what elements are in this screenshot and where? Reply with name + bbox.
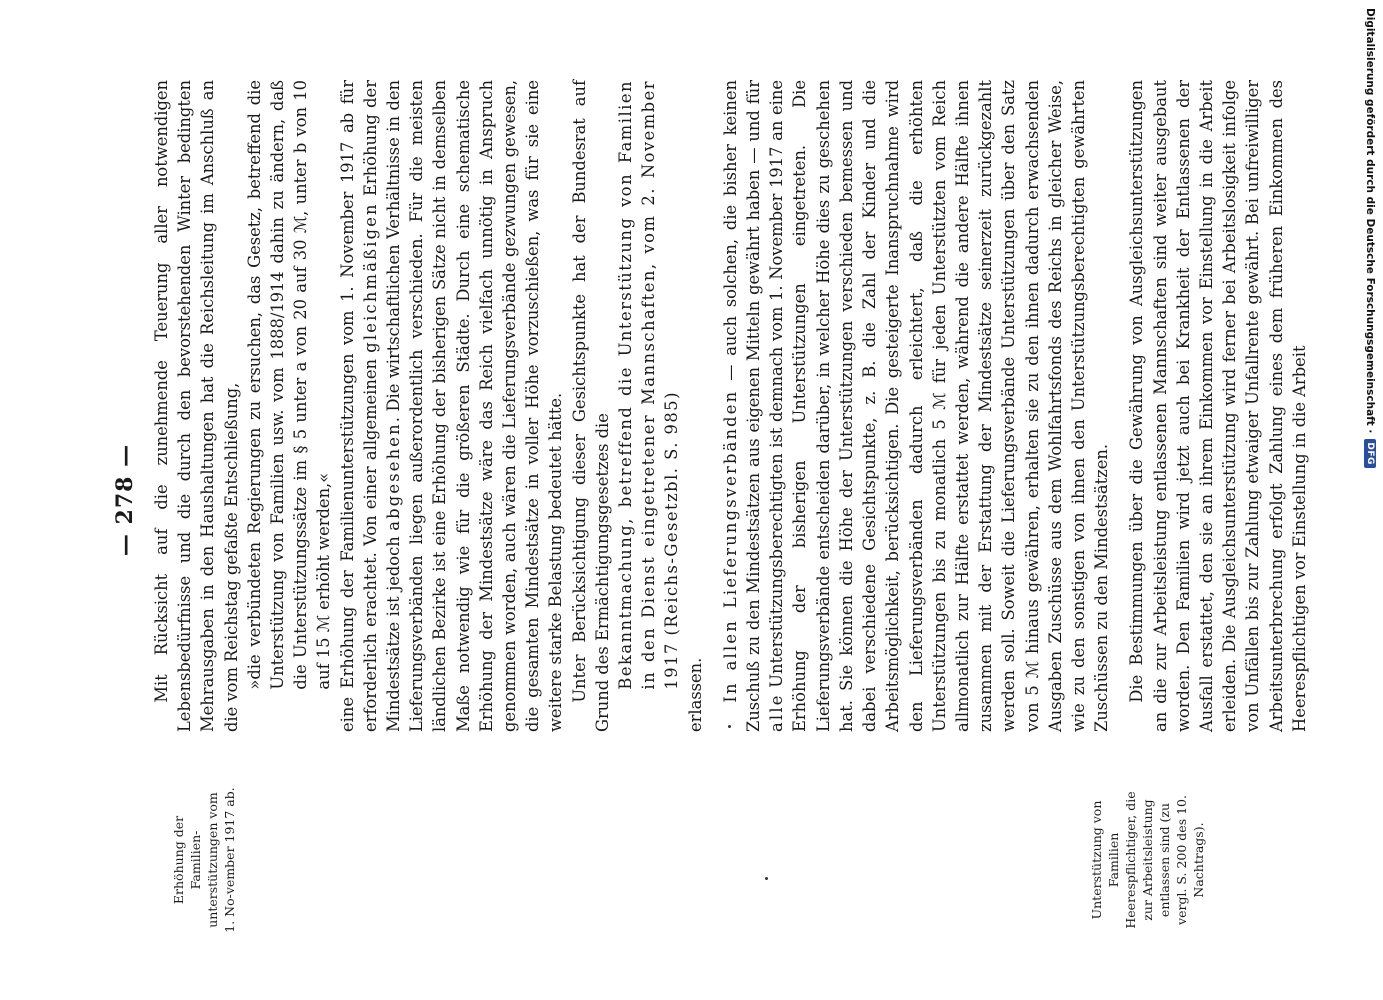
paragraph-increase	[336, 80, 568, 732]
spaced-text: alle	[767, 693, 787, 732]
paragraph-notice: Bekanntmachung, betreffend die Unterstützung von Familien in den Dienst eingetretener Mannschaften, vom 2. November 1917 (Reichs-Gesetzbl. S. 985)	[616, 80, 682, 690]
text-run: Unterstützungsberechtigten ist demnach vom 1. November 1917 an eine Erhöhung der bisherigen Unterstützungen eingetreten. Die Lieferungsverbände entscheiden darüber, in welcher Höhe dies zu geschehen hat. Sie können die Höhe der Unterstützungen verschieden bemessen und dabei verschiedene Gesichtspunkte, z. B. die Zahl der Kinder und die Arbeitsmöglichkeit, berücksichtigen. Die gesteigerte Inanspruchnahme wird den Lieferungsverbänden dadurch erleichtert, daß die erhöhten Unterstützungen bis zu monatlich 5 ℳ für jeden Unterstützten vom Reich allmonatlich zur Hälfte erstattet werden, während die andere Hälfte ihnen zusammen mit der Erstattung der Mindestsätze seinerzeit zurückgezahlt werden soll. Soweit die Lieferungsverbände Unterstützungen über den Satz von 5 ℳ hinaus gewähren, erhalten sie zu den ihnen dadurch erwachsenden Ausgaben Zuschüsse aus dem Wohlfahrtsfonds des Reichs in gleicher Weise, wie zu den sonstigen von ihnen den Unterstützungsberechtigten gewährten Zuschüssen zu den Mindestsätzen.	[767, 80, 1112, 732]
margin-note-support: Unterstützung von Familien Heerespflichtiger, die zur Arbeitsleistung entlassen sind (zu vergl. S. 200 des 10. Nachtrags).	[1089, 791, 1206, 929]
dfg-logo: DFG	[1364, 439, 1376, 468]
text-run: eine Erhöhung der Familienunterstützungen vom 1. November 1917 ab für erforderlich erachtet. Von einer allgemeinen	[337, 80, 380, 732]
scan-speck	[765, 877, 768, 880]
text-run: . Die wirtschaftlichen Verhältnisse in den Lieferungsverbänden liegen außerordentlich verschieden. Für die meisten ländlichen Bezirke ist eine Erhöhung der bisherigen Sätze nicht in demselben Maße notwendig wie für die größeren Städte. Durch eine schematische Erhöhung der Mindestsätze wäre das Reich vielfach unnötig in Anspruch genommen worden, auch wären die Lieferungsverbände gezwungen gewesen, die gesamten Mindestsätze in voller Höhe vorzuschießen, was für sie eine weitere starke Belastung bedeutet hätte.	[384, 80, 566, 732]
text-run: Erhöhung der Mindestsätze ist jedoch	[360, 80, 404, 732]
margin-note-increase: Erhöhung der Familien-unterstützungen vom 1. No-vember 1917 ab.	[171, 787, 237, 933]
page-number: — 278 —	[112, 443, 138, 557]
paragraph-intro: Mit Rücksicht auf die zunehmende Teuerung aller notwendigen Lebensbedürfnisse und die durch den bevorstehenden Winter bedingten Mehrausgaben in den Haushaltungen hat die Reichsleitung im Anschluß an die vom Reichstag gefaßte Entschließung,	[152, 80, 241, 732]
paragraph-erlassen: erlassen.	[685, 657, 705, 732]
paragraph-bundesrat: Unter Berücksichtigung dieser Gesichtspunkte hat der Bundesrat auf Grund des Ermächtigungsgesetzes die	[569, 80, 612, 732]
digitization-footer-text-row	[1360, 8, 1380, 998]
text-run: — auch solchen, die bisher keinen Zuschuß zu den Mindestsätzen aus eigenen Mitteln gewährt haben — und für	[720, 80, 764, 732]
paragraph-ausgleich: Die Bestimmungen über die Gewährung von Ausgleichsunterstützungen an die zur Arbeitsleistung entlassenen Mannschaften sind weiter ausgebaut worden. Den Familien wird jetzt auch bei Krankheit der Entlassenen der Ausfall erstattet, den sie an ihrem Einkommen vor Einstellung in die Arbeit erleiden. Die Ausgleichsunterstützung wird ferner bei Arbeitslosigkeit infolge von Unfällen bis zur Zahlung etwaiger Unfallrente gewährt. Bei unfreiwilliger Arbeitsunterbrechung erfolgt Zahlung eines dem früheren Einkommen des Heerespflichtigen vor Einstellung in die Arbeit	[1127, 80, 1309, 732]
digitization-credit: Digitalisierung gefördert durch die Deutsche Forschungsgemeinschaft ·	[1364, 8, 1376, 434]
paragraph-quote: »die verbündeten Regierungen zu ersuchen, das Gesetz, betreffend die Unterstützung von Familien usw. vom 1888/1914 dahin zu ändern, daß die Unterstützungssätze im § 5 unter a von 20 auf 30 ℳ, unter b von 10 auf 15 ℳ erhöht werden,«	[244, 80, 334, 690]
spaced-text: gleichmäßigen	[360, 202, 380, 353]
paragraph-lieferungsverbaende	[719, 80, 1113, 732]
body-text	[150, 80, 1311, 732]
spaced-text: In allen Lieferungsverbänden	[720, 389, 740, 703]
spaced-text: abgesehen	[384, 422, 404, 531]
digitization-footer	[1360, 8, 1380, 998]
